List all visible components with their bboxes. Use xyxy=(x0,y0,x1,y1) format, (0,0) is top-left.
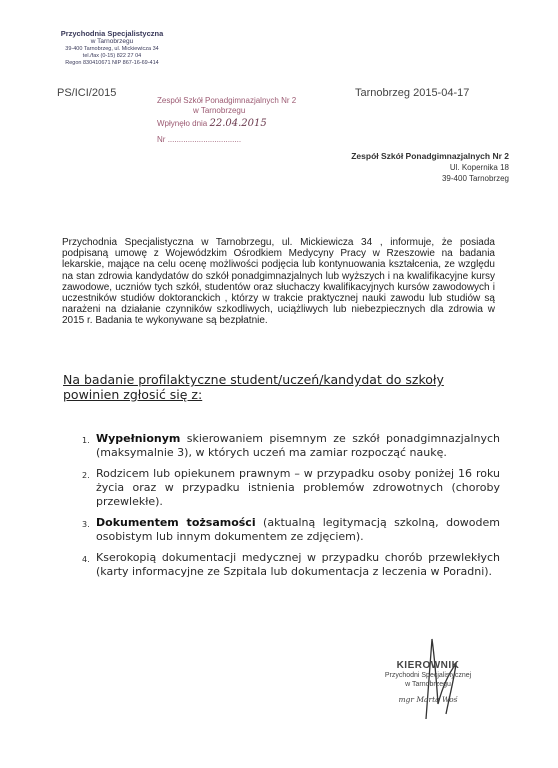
reference-number: PS/ICI/2015 xyxy=(57,87,117,99)
requirements-heading-text: Na badanie profilaktyczne student/uczeń/kandydat do szkoły powinien zgłosić się z: xyxy=(63,372,444,402)
received-stamp-label: Wpłynęło dnia xyxy=(157,119,208,128)
received-stamp-city: w Tarnobrzegu xyxy=(193,106,246,115)
list-item xyxy=(60,432,500,460)
list-item xyxy=(60,516,500,544)
list-item-bold: Dokumentem tożsamości xyxy=(96,516,256,529)
list-item-number: 1. xyxy=(82,436,90,445)
list-item-text: (aktualną legitymacją szkolną, dowodem osobistym lub innym dokumentem ze zdjęciem). xyxy=(96,516,500,543)
list-item-number: 4. xyxy=(82,555,90,564)
recipient-address xyxy=(351,151,509,184)
received-stamp-date: 22.04.2015 xyxy=(209,118,267,129)
list-item-number: 3. xyxy=(82,520,90,529)
list-item-text: Kserokopią dokumentacji medycznej w przypadku chorób przewlekłych (karty informacyjne ze Szpitala lub dokumentacja z leczenia w Poradni). xyxy=(96,551,500,578)
intro-paragraph: Przychodnia Specjalistyczna w Tarnobrzegu, ul. Mickiewicza 34 , informuje, że posiada podpisaną umowę z Wojewódzkim Ośrodkiem Medycyny Pracy w Rzeszowie na badania lekarskie, mające na celu ocenę możliwości podjęcia lub kontynuowania kształcenia, ze względu na stan zdrowia kandydatów do szkół ponadgimnazjalnych lub wyższych i na kwalifikacyjne kursy zawodowe, uczniów tych szkół, studentów oraz słuchaczy kwalifikacyjnych kursów zawodowych i uczestników studiów doktoranckich , którzy w trakcie praktycznej nauki zawodu lub studiów są narażeni na działanie czynników szkodliwych, uciążliwych lub niebezpiecznych dla zdrowia w 2015 r. Badania te wykonywane są bezpłatnie. xyxy=(62,237,495,327)
signature-stamp xyxy=(368,660,488,704)
received-stamp-nr-blank: ................................. xyxy=(167,135,242,144)
received-stamp-school: Zespół Szkół Ponadgimnazjalnych Nr 2 xyxy=(157,96,297,105)
signature-unit: Przychodni Specjalistycznej xyxy=(384,672,472,679)
received-stamp-nr-label: Nr xyxy=(157,135,166,144)
requirements-heading xyxy=(63,372,495,402)
clinic-city: w Tarnobrzegu xyxy=(90,38,134,45)
clinic-phone: tel./fax (0-15) 822 27 04 xyxy=(82,53,142,59)
clinic-address: 39-400 Tarnobrzeg, ul. Mickiewicza 34 xyxy=(65,46,159,52)
list-item-text: Rodzicem lub opiekunem prawnym – w przypadku osoby poniżej 16 roku życia oraz w przypadku istnienia problemów zdrowotnych (choroby przewlekłe). xyxy=(96,467,500,508)
document-date: Tarnobrzeg 2015-04-17 xyxy=(355,87,470,99)
recipient-name: Zespół Szkół Ponadgimnazjalnych Nr 2 xyxy=(351,151,509,161)
clinic-name: Przychodnia Specjalistyczna xyxy=(60,29,164,38)
recipient-street: Ul. Kopernika 18 xyxy=(449,163,509,172)
list-item-text: skierowaniem pisemnym ze szkół ponadgimnazjalnych (maksymalnie 3), w których uczeń ma zamiar rozpocząć naukę. xyxy=(96,432,500,459)
signature-name: mgr Marta Woś xyxy=(398,695,458,704)
received-stamp xyxy=(157,96,307,145)
signature-title: KIEROWNIK xyxy=(396,660,460,671)
list-item xyxy=(60,467,500,509)
signature-city: w Tarnobrzegu xyxy=(405,681,451,688)
clinic-ids: Regon 830410671 NIP 867-16-69-414 xyxy=(65,60,159,66)
list-item-number: 2. xyxy=(82,471,90,480)
recipient-city: 39-400 Tarnobrzeg xyxy=(441,174,509,183)
requirements-list xyxy=(60,432,500,586)
clinic-stamp xyxy=(52,29,172,67)
list-item-bold: Wypełnionym xyxy=(96,432,181,445)
list-item xyxy=(60,551,500,579)
